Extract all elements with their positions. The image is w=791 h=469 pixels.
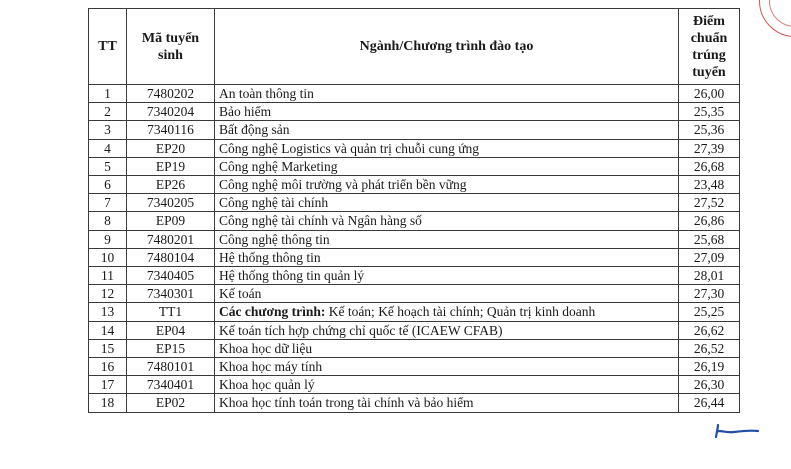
row-number: 9 xyxy=(89,230,127,248)
program-name xyxy=(215,267,679,285)
row-number: 12 xyxy=(89,285,127,303)
program-name xyxy=(215,103,679,121)
admission-code: 7340401 xyxy=(127,376,215,394)
program-name-text: Hệ thống thông tin quản lý xyxy=(219,268,365,284)
program-name-text: Hệ thống thông tin xyxy=(219,249,321,265)
cutoff-score: 26,68 xyxy=(679,157,740,175)
cutoff-score: 25,25 xyxy=(679,303,740,321)
cutoff-score: 26,30 xyxy=(679,376,740,394)
admission-code: 7340301 xyxy=(127,285,215,303)
program-name-text: Bất động sản xyxy=(219,122,290,138)
admission-code: 7340116 xyxy=(127,121,215,139)
admission-code: EP15 xyxy=(127,339,215,357)
row-number: 8 xyxy=(89,212,127,230)
admission-code: EP02 xyxy=(127,394,215,412)
table-row xyxy=(89,194,740,212)
program-name-prefix: Các chương trình: xyxy=(219,304,326,320)
table-row xyxy=(89,303,740,321)
table-row xyxy=(89,358,740,376)
table-row xyxy=(89,376,740,394)
cutoff-score: 28,01 xyxy=(679,267,740,285)
row-number: 13 xyxy=(89,303,127,321)
table-row xyxy=(89,394,740,412)
admission-code: 7480201 xyxy=(127,230,215,248)
table-row xyxy=(89,157,740,175)
row-number: 11 xyxy=(89,267,127,285)
row-number: 5 xyxy=(89,157,127,175)
header-tt: TT xyxy=(89,9,127,85)
program-name-text: Kế toán tích hợp chứng chỉ quốc tế (ICAEW CFAB) xyxy=(219,322,503,338)
program-name xyxy=(215,376,679,394)
program-name xyxy=(215,176,679,194)
program-name xyxy=(215,321,679,339)
cutoff-score: 26,86 xyxy=(679,212,740,230)
program-name xyxy=(215,194,679,212)
header-code: Mã tuyển sinh xyxy=(127,9,215,85)
program-name-text: Kế toán; Kế hoạch tài chính; Quản trị kinh doanh xyxy=(325,304,596,320)
table-row xyxy=(89,267,740,285)
row-number: 6 xyxy=(89,176,127,194)
cutoff-score: 25,36 xyxy=(679,121,740,139)
program-name-text: Khoa học tính toán trong tài chính và bảo hiểm xyxy=(219,395,474,411)
program-name xyxy=(215,85,679,103)
program-name-text: Công nghệ Logistics và quản trị chuỗi cung ứng xyxy=(219,140,480,156)
program-name xyxy=(215,339,679,357)
table-row xyxy=(89,139,740,157)
program-name xyxy=(215,285,679,303)
program-name-text: Khoa học máy tính xyxy=(219,359,323,375)
admission-code: EP20 xyxy=(127,139,215,157)
admission-code: 7480101 xyxy=(127,358,215,376)
admission-code: 7480104 xyxy=(127,248,215,266)
program-name xyxy=(215,212,679,230)
program-name xyxy=(215,358,679,376)
program-name xyxy=(215,230,679,248)
admission-code: 7340204 xyxy=(127,103,215,121)
table-row xyxy=(89,339,740,357)
table-header-row xyxy=(89,9,740,85)
cutoff-score: 26,44 xyxy=(679,394,740,412)
admission-scores-table xyxy=(88,8,740,413)
admission-code: 7340405 xyxy=(127,267,215,285)
table-row xyxy=(89,285,740,303)
cutoff-score: 25,68 xyxy=(679,230,740,248)
admission-code: 7480202 xyxy=(127,85,215,103)
admission-code: EP26 xyxy=(127,176,215,194)
program-name-text: Công nghệ tài chính và Ngân hàng số xyxy=(219,213,422,229)
table-row xyxy=(89,121,740,139)
admission-code: 7340205 xyxy=(127,194,215,212)
program-name-text: Công nghệ tài chính xyxy=(219,195,329,211)
program-name-text: Công nghệ môi trường và phát triển bền vững xyxy=(219,177,467,193)
row-number: 7 xyxy=(89,194,127,212)
program-name xyxy=(215,248,679,266)
table-body xyxy=(89,85,740,413)
table-row xyxy=(89,212,740,230)
program-name-text: Khoa học dữ liệu xyxy=(219,340,313,356)
row-number: 2 xyxy=(89,103,127,121)
cutoff-score: 27,39 xyxy=(679,139,740,157)
cutoff-score: 26,52 xyxy=(679,339,740,357)
row-number: 14 xyxy=(89,321,127,339)
cutoff-score: 26,00 xyxy=(679,85,740,103)
row-number: 17 xyxy=(89,376,127,394)
cutoff-score: 23,48 xyxy=(679,176,740,194)
row-number: 1 xyxy=(89,85,127,103)
table-row xyxy=(89,176,740,194)
table-row xyxy=(89,321,740,339)
program-name-text: Bảo hiểm xyxy=(219,104,272,120)
cutoff-score: 26,19 xyxy=(679,358,740,376)
program-name-text: Kế toán xyxy=(219,286,262,302)
header-score: Điểm chuẩn trúng tuyển xyxy=(679,9,740,85)
table-row xyxy=(89,248,740,266)
row-number: 10 xyxy=(89,248,127,266)
admission-code: EP19 xyxy=(127,157,215,175)
admission-code: EP09 xyxy=(127,212,215,230)
admission-code: TT1 xyxy=(127,303,215,321)
program-name xyxy=(215,121,679,139)
signature-mark xyxy=(712,421,762,441)
header-program: Ngành/Chương trình đào tạo xyxy=(215,9,679,85)
cutoff-score: 27,30 xyxy=(679,285,740,303)
table-row xyxy=(89,103,740,121)
program-name-text: Khoa học quản lý xyxy=(219,377,315,393)
row-number: 3 xyxy=(89,121,127,139)
row-number: 16 xyxy=(89,358,127,376)
program-name xyxy=(215,157,679,175)
row-number: 18 xyxy=(89,394,127,412)
cutoff-score: 26,62 xyxy=(679,321,740,339)
program-name-text: Công nghệ thông tin xyxy=(219,231,330,247)
row-number: 4 xyxy=(89,139,127,157)
admission-code: EP04 xyxy=(127,321,215,339)
program-name xyxy=(215,394,679,412)
table-row xyxy=(89,85,740,103)
program-name xyxy=(215,139,679,157)
program-name xyxy=(215,303,679,321)
cutoff-score: 27,52 xyxy=(679,194,740,212)
row-number: 15 xyxy=(89,339,127,357)
cutoff-score: 25,35 xyxy=(679,103,740,121)
cutoff-score: 27,09 xyxy=(679,248,740,266)
program-name-text: Công nghệ Marketing xyxy=(219,158,338,174)
program-name-text: An toàn thông tin xyxy=(219,86,314,101)
table-row xyxy=(89,230,740,248)
